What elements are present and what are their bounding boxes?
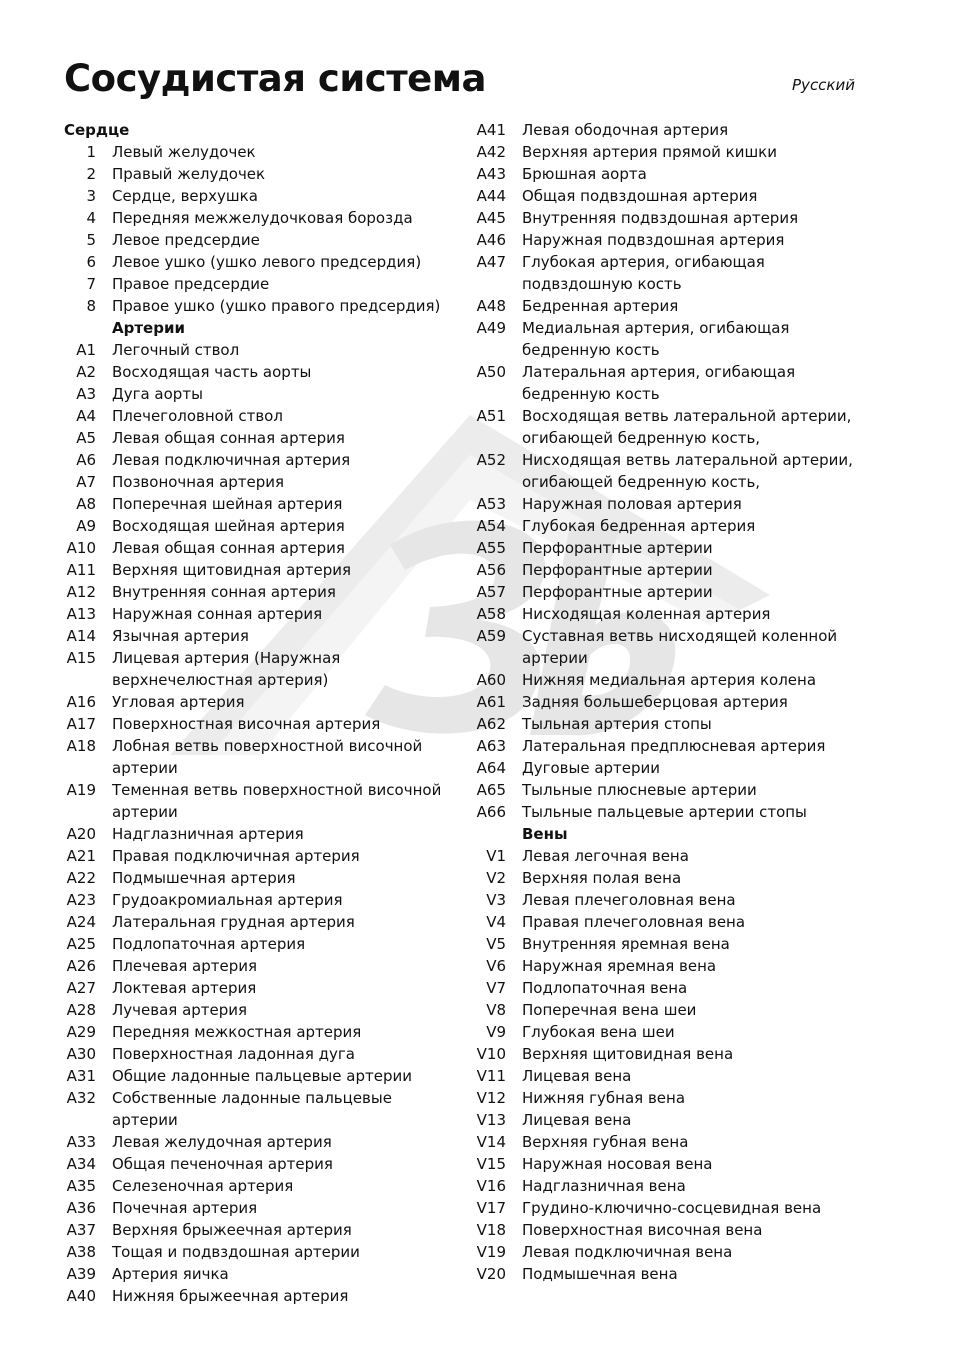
list-item	[474, 625, 864, 669]
item-code: V14	[476, 1133, 506, 1151]
item-code: V13	[476, 1111, 506, 1129]
item-code: V18	[476, 1221, 506, 1239]
item-code: A46	[476, 231, 506, 249]
list-item	[474, 1065, 864, 1087]
list-item	[64, 603, 454, 625]
item-label: Латеральная грудная артерия	[112, 913, 355, 931]
item-label: Задняя большеберцовая артерия	[522, 693, 788, 711]
item-label: Правое предсердие	[112, 275, 270, 293]
language-label: Русский	[792, 76, 855, 94]
item-label: Нисходящая коленная артерия	[522, 605, 771, 623]
item-label: Перфорантные артерии	[522, 539, 713, 557]
item-code: A20	[66, 825, 96, 843]
item-code: A29	[66, 1023, 96, 1041]
list-item	[64, 889, 454, 911]
item-code: 2	[86, 165, 96, 183]
item-label: Дуга аорты	[112, 385, 203, 403]
item-label: Поперечная шейная артерия	[112, 495, 343, 513]
list-item	[64, 1219, 454, 1241]
list-item	[64, 1065, 454, 1087]
list-item	[64, 1043, 454, 1065]
item-code: A59	[476, 627, 506, 645]
item-label: Левый желудочек	[112, 143, 256, 161]
item-label: Нижняя медиальная артерия колена	[522, 671, 817, 689]
item-label: Лицевая артерия (Наружная верхнечелюстная артерия)	[112, 649, 341, 689]
item-code: A57	[476, 583, 506, 601]
list-item	[474, 911, 864, 933]
item-label: Наружная сонная артерия	[112, 605, 323, 623]
item-label: Правая плечеголовная вена	[522, 913, 746, 931]
item-label: Нисходящая ветвь латеральной артерии, огибающей бедренную кость,	[522, 451, 853, 491]
item-code: A60	[476, 671, 506, 689]
item-label: Верхняя брыжеечная артерия	[112, 1221, 352, 1239]
item-label: Перфорантные артерии	[522, 583, 713, 601]
item-label: Правая подключичная артерия	[112, 847, 360, 865]
list-item	[64, 1087, 454, 1131]
item-label: Угловая артерия	[112, 693, 245, 711]
list-item	[474, 537, 864, 559]
list-item	[64, 251, 454, 273]
list-item	[474, 1043, 864, 1065]
veins-list	[474, 845, 864, 1285]
list-item	[474, 1153, 864, 1175]
item-code: A65	[476, 781, 506, 799]
list-item	[64, 559, 454, 581]
item-code: A37	[66, 1221, 96, 1239]
list-item	[64, 581, 454, 603]
item-label: Грудино-ключично-сосцевидная вена	[522, 1199, 822, 1217]
item-label: Дуговые артерии	[522, 759, 661, 777]
list-item	[64, 449, 454, 471]
item-code: A36	[66, 1199, 96, 1217]
item-label: Плечеголовной ствол	[112, 407, 283, 425]
list-item	[474, 449, 864, 493]
item-code: 8	[86, 297, 96, 315]
item-label: Подмышечная артерия	[112, 869, 296, 887]
item-code: A40	[66, 1287, 96, 1305]
list-item	[474, 977, 864, 999]
item-code: 4	[86, 209, 96, 227]
item-label: Передняя межкостная артерия	[112, 1023, 362, 1041]
list-item	[474, 1263, 864, 1285]
item-code: A4	[76, 407, 96, 425]
list-item	[64, 471, 454, 493]
item-label: Лучевая артерия	[112, 1001, 248, 1019]
item-label: Восходящая шейная артерия	[112, 517, 345, 535]
list-item	[474, 999, 864, 1021]
item-label: Общая печеночная артерия	[112, 1155, 333, 1173]
item-code: V16	[476, 1177, 506, 1195]
item-label: Медиальная артерия, огибающая бедренную кость	[522, 319, 790, 359]
list-item	[64, 1153, 454, 1175]
list-item	[64, 1175, 454, 1197]
item-code: V19	[476, 1243, 506, 1261]
item-label: Надглазничная вена	[522, 1177, 686, 1195]
item-label: Надглазничная артерия	[112, 825, 304, 843]
item-code: A43	[476, 165, 506, 183]
list-item	[474, 955, 864, 977]
list-item	[64, 295, 454, 317]
item-code: A32	[66, 1089, 96, 1107]
list-item	[474, 1131, 864, 1153]
item-label: Суставная ветвь нисходящей коленной артерии	[522, 627, 838, 667]
item-code: A55	[476, 539, 506, 557]
item-code: A45	[476, 209, 506, 227]
list-item	[474, 141, 864, 163]
list-item	[64, 911, 454, 933]
list-item	[474, 405, 864, 449]
list-item	[474, 229, 864, 251]
list-item	[474, 669, 864, 691]
item-code: A39	[66, 1265, 96, 1283]
item-code: A15	[66, 649, 96, 667]
list-item	[474, 1109, 864, 1131]
list-item	[64, 361, 454, 383]
item-label: Глубокая бедренная артерия	[522, 517, 756, 535]
list-item	[64, 691, 454, 713]
item-code: V15	[476, 1155, 506, 1173]
list-item	[64, 647, 454, 691]
item-label: Бедренная артерия	[522, 297, 679, 315]
item-label: Верхняя щитовидная артерия	[112, 561, 352, 579]
list-item	[474, 713, 864, 735]
item-label: Внутренняя подвздошная артерия	[522, 209, 799, 227]
item-code: A35	[66, 1177, 96, 1195]
item-label: Нижняя губная вена	[522, 1089, 686, 1107]
item-label: Левая подключичная артерия	[112, 451, 351, 469]
item-label: Передняя межжелудочковая борозда	[112, 209, 413, 227]
veins-heading: Вены	[522, 825, 568, 843]
list-item	[474, 757, 864, 779]
list-item	[64, 537, 454, 559]
list-item	[64, 625, 454, 647]
list-item	[64, 999, 454, 1021]
item-label: Артерия яичка	[112, 1265, 229, 1283]
item-label: Грудоакромиальная артерия	[112, 891, 343, 909]
list-item	[64, 735, 454, 779]
item-label: Общая подвздошная артерия	[522, 187, 758, 205]
heart-list	[64, 141, 454, 317]
list-item	[64, 1263, 454, 1285]
list-item	[474, 119, 864, 141]
item-code: V8	[486, 1001, 506, 1019]
item-code: A61	[476, 693, 506, 711]
item-label: Левое ушко (ушко левого предсердия)	[112, 253, 422, 271]
item-code: A5	[76, 429, 96, 447]
item-label: Левая общая сонная артерия	[112, 539, 345, 557]
list-item	[474, 361, 864, 405]
item-label: Тощая и подвздошная артерии	[112, 1243, 360, 1261]
item-code: A6	[76, 451, 96, 469]
item-code: A8	[76, 495, 96, 513]
item-label: Теменная ветвь поверхностной височной артерии	[112, 781, 442, 821]
item-code: A42	[476, 143, 506, 161]
item-code: A30	[66, 1045, 96, 1063]
item-label: Левая общая сонная артерия	[112, 429, 345, 447]
list-item	[474, 1197, 864, 1219]
item-code: A41	[476, 121, 506, 139]
item-code: A47	[476, 253, 506, 271]
page-title: Сосудистая система	[64, 57, 486, 100]
item-code: A13	[66, 605, 96, 623]
list-item	[64, 515, 454, 537]
item-code: V7	[486, 979, 506, 997]
list-item	[64, 845, 454, 867]
item-label: Поверхностная височная артерия	[112, 715, 381, 733]
item-code: A28	[66, 1001, 96, 1019]
item-label: Подмышечная вена	[522, 1265, 678, 1283]
list-item	[474, 163, 864, 185]
item-code: A22	[66, 869, 96, 887]
item-code: A7	[76, 473, 96, 491]
item-code: A27	[66, 979, 96, 997]
item-label: Легочный ствол	[112, 341, 240, 359]
item-code: A56	[476, 561, 506, 579]
item-code: A17	[66, 715, 96, 733]
item-label: Плечевая артерия	[112, 957, 257, 975]
item-code: A12	[66, 583, 96, 601]
list-item	[64, 955, 454, 977]
item-code: 6	[86, 253, 96, 271]
item-code: A23	[66, 891, 96, 909]
item-code: 3	[86, 187, 96, 205]
list-item	[64, 713, 454, 735]
item-label: Подлопаточная артерия	[112, 935, 306, 953]
list-item	[64, 273, 454, 295]
item-label: Левая плечеголовная вена	[522, 891, 736, 909]
item-code: A52	[476, 451, 506, 469]
item-label: Локтевая артерия	[112, 979, 257, 997]
item-label: Перфорантные артерии	[522, 561, 713, 579]
item-code: A34	[66, 1155, 96, 1173]
list-item	[474, 889, 864, 911]
list-item	[64, 823, 454, 845]
item-code: A58	[476, 605, 506, 623]
item-code: 5	[86, 231, 96, 249]
item-label: Правый желудочек	[112, 165, 266, 183]
item-code: V17	[476, 1199, 506, 1217]
item-label: Верхняя щитовидная вена	[522, 1045, 734, 1063]
item-code: A1	[76, 341, 96, 359]
item-code: A62	[476, 715, 506, 733]
item-label: Лицевая вена	[522, 1067, 632, 1085]
left-column	[64, 119, 454, 1307]
list-item	[474, 185, 864, 207]
item-label: Левая легочная вена	[522, 847, 689, 865]
list-item	[474, 317, 864, 361]
list-item	[64, 383, 454, 405]
item-label: Тыльные плюсневые артерии	[522, 781, 757, 799]
list-item	[474, 515, 864, 537]
item-label: Лицевая вена	[522, 1111, 632, 1129]
item-label: Наружная подвздошная артерия	[522, 231, 785, 249]
item-label: Латеральная артерия, огибающая бедренную кость	[522, 363, 796, 403]
item-code: V5	[486, 935, 506, 953]
list-item	[64, 1021, 454, 1043]
item-code: A53	[476, 495, 506, 513]
item-label: Общие ладонные пальцевые артерии	[112, 1067, 412, 1085]
item-label: Верхняя полая вена	[522, 869, 682, 887]
list-item	[64, 867, 454, 889]
arteries-heading: Артерии	[112, 319, 185, 337]
item-label: Глубокая артерия, огибающая подвздошную кость	[522, 253, 765, 293]
item-label: Левое предсердие	[112, 231, 260, 249]
list-item	[64, 185, 454, 207]
list-item	[64, 163, 454, 185]
list-item	[64, 339, 454, 361]
item-label: Сердце, верхушка	[112, 187, 258, 205]
item-label: Правое ушко (ушко правого предсердия)	[112, 297, 441, 315]
item-code: V4	[486, 913, 506, 931]
list-item	[474, 581, 864, 603]
list-item	[64, 229, 454, 251]
item-code: V6	[486, 957, 506, 975]
arteries-list-left	[64, 339, 454, 1307]
item-code: V12	[476, 1089, 506, 1107]
list-item	[474, 251, 864, 295]
item-code: A10	[66, 539, 96, 557]
item-label: Левая ободочная артерия	[522, 121, 729, 139]
list-item	[474, 867, 864, 889]
item-code: V10	[476, 1045, 506, 1063]
item-code: A38	[66, 1243, 96, 1261]
item-label: Латеральная предплюсневая артерия	[522, 737, 826, 755]
list-item	[474, 801, 864, 823]
item-label: Тыльная артерия стопы	[522, 715, 712, 733]
item-label: Левая подключичная вена	[522, 1243, 733, 1261]
item-label: Нижняя брыжеечная артерия	[112, 1287, 349, 1305]
item-code: V11	[476, 1067, 506, 1085]
arteries-list-right	[474, 119, 864, 823]
item-label: Верхняя артерия прямой кишки	[522, 143, 777, 161]
right-column	[474, 119, 864, 1285]
list-item	[64, 141, 454, 163]
item-label: Позвоночная артерия	[112, 473, 285, 491]
item-label: Брюшная аорта	[522, 165, 647, 183]
item-code: V2	[486, 869, 506, 887]
item-label: Верхняя губная вена	[522, 1133, 689, 1151]
item-label: Восходящая ветвь латеральной артерии, огибающей бедренную кость,	[522, 407, 852, 447]
list-item	[474, 295, 864, 317]
item-code: A44	[476, 187, 506, 205]
list-item	[64, 1131, 454, 1153]
item-code: A14	[66, 627, 96, 645]
item-label: Левая желудочная артерия	[112, 1133, 332, 1151]
list-item	[474, 779, 864, 801]
list-item	[64, 933, 454, 955]
heart-heading: Сердце	[64, 121, 130, 139]
item-label: Внутренняя яремная вена	[522, 935, 730, 953]
list-item	[474, 1021, 864, 1043]
item-label: Лобная ветвь поверхностной височной артерии	[112, 737, 423, 777]
list-item	[64, 779, 454, 823]
item-code: A49	[476, 319, 506, 337]
item-label: Поверхностная височная вена	[522, 1221, 763, 1239]
list-item	[64, 977, 454, 999]
list-item	[64, 405, 454, 427]
item-label: Тыльные пальцевые артерии стопы	[522, 803, 807, 821]
item-label: Восходящая часть аорты	[112, 363, 312, 381]
list-item	[474, 603, 864, 625]
list-item	[64, 427, 454, 449]
item-label: Язычная артерия	[112, 627, 249, 645]
list-item	[474, 559, 864, 581]
item-code: A2	[76, 363, 96, 381]
item-label: Селезеночная артерия	[112, 1177, 294, 1195]
item-code: A51	[476, 407, 506, 425]
item-label: Наружная яремная вена	[522, 957, 717, 975]
item-label: Почечная артерия	[112, 1199, 258, 1217]
item-code: A24	[66, 913, 96, 931]
list-item	[64, 1285, 454, 1307]
item-label: Наружная половая артерия	[522, 495, 742, 513]
item-code: A11	[66, 561, 96, 579]
list-item	[474, 1241, 864, 1263]
item-code: A25	[66, 935, 96, 953]
list-item	[474, 493, 864, 515]
item-code: A18	[66, 737, 96, 755]
item-code: A9	[76, 517, 96, 535]
item-code: V1	[486, 847, 506, 865]
item-code: A16	[66, 693, 96, 711]
item-code: V3	[486, 891, 506, 909]
list-item	[474, 1219, 864, 1241]
item-code: A63	[476, 737, 506, 755]
item-code: A21	[66, 847, 96, 865]
item-code: A33	[66, 1133, 96, 1151]
item-code: A31	[66, 1067, 96, 1085]
item-code: A19	[66, 781, 96, 799]
item-code: A48	[476, 297, 506, 315]
list-item	[474, 691, 864, 713]
list-item	[474, 735, 864, 757]
list-item	[474, 207, 864, 229]
list-item	[474, 845, 864, 867]
item-code: A54	[476, 517, 506, 535]
item-label: Поверхностная ладонная дуга	[112, 1045, 355, 1063]
item-code: A26	[66, 957, 96, 975]
item-label: Поперечная вена шеи	[522, 1001, 697, 1019]
item-code: A50	[476, 363, 506, 381]
list-item	[64, 1241, 454, 1263]
item-code: 1	[86, 143, 96, 161]
list-item	[64, 493, 454, 515]
item-label: Подлопаточная вена	[522, 979, 688, 997]
list-item	[474, 933, 864, 955]
item-code: V9	[486, 1023, 506, 1041]
item-code: A3	[76, 385, 96, 403]
list-item	[474, 1175, 864, 1197]
list-item	[474, 1087, 864, 1109]
list-item	[64, 207, 454, 229]
item-label: Глубокая вена шеи	[522, 1023, 675, 1041]
item-code: A64	[476, 759, 506, 777]
item-label: Собственные ладонные пальцевые артерии	[112, 1089, 392, 1129]
item-label: Внутренняя сонная артерия	[112, 583, 336, 601]
item-label: Наружная носовая вена	[522, 1155, 713, 1173]
item-code: A66	[476, 803, 506, 821]
list-item	[64, 1197, 454, 1219]
item-code: V20	[476, 1265, 506, 1283]
item-code: 7	[86, 275, 96, 293]
